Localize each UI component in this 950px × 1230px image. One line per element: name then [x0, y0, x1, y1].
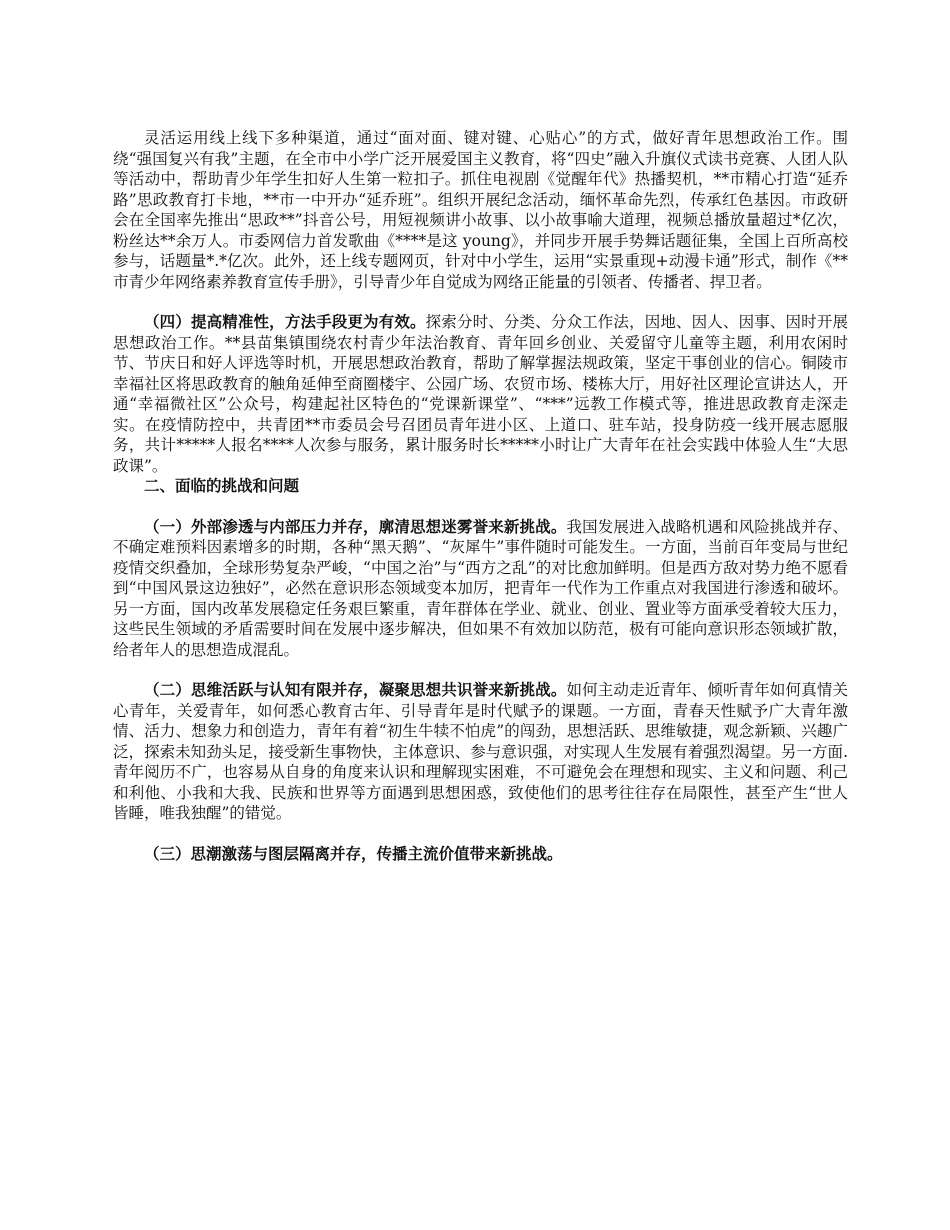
paragraph-lead-ideological-trends: （三）思潮激荡与图层隔离并存，传播主流价值带来新挑战。: [144, 843, 563, 863]
paragraph-online-offline: 灵活运用线上线下多种渠道，通过“面对面、键对键、心贴心”的方式，做好青年思想政治工作。围绕“强国复兴有我”主题，在全市中小学广泛开展爱国主义教育，将“四史”融入升旗仪式读书竞赛、人团人队等活动中，帮助青少年学生扣好人生第一粒扣子。抓住电视剧《觉醒年代》热播契机，**市精心打造“延乔路”思政教育打卡地，**市一中开办“延乔班”。组织开展纪念活动，缅怀革命先烈，传承红色基因。市政研会在全国率先推出“思政**”抖音公号，用短视频讲小故事、以小故事喻大道理，视频总播放量超过*亿次，粉丝达**余万人。市委网信力首发歌曲《****是这 young》，并同步开展手势舞话题征集，全国上百所高校参与，话题量*.*亿次。此外，还上线专题网页，针对中小学生，运用“实景重现+动漫卡通”形式，制作《**市青少年网络素养教育宣传手册》，引导青少年自觉成为网络正能量的引领者、传播者、捍卫者。: [113, 129, 848, 291]
document-page: [113, 128, 848, 864]
paragraph-lead-active-thinking: （二）思维活跃与认知有限并存，凝聚思想共识誉来新挑战。: [144, 680, 567, 699]
paragraph-active-thinking: [113, 680, 848, 824]
paragraph-body-precision: 探索分时、分类、分众工作法，因地、因人、因事、因时开展思想政治工作。**县苗集镇围绕农村青少年法治教育、青年回乡创业、关爱留守儿童等主题，利用农闲时节、节庆日和好人评选等时机，开展思想政治教育，帮助了解掌握法规政策，坚定干事创业的信心。铜陵市幸福社区将思政教育的触角延伸至商圈楼宇、公园广场、农贸市场、楼栋大厅，用好社区理论宣讲达人，开通“幸福微社区”公众号，构建起社区特色的“党课新课堂”、“***”远教工作模式等，推进思政教育走深走实。在疫情防控中，共青团**市委员会号召团员青年进小区、上道口、驻车站，投身防疫一线开展志愿服务，共计*****人报名****人次参与服务，累计服务时长*****小时让广大青年在社会实践中体验人生“大思政课”。: [113, 313, 848, 475]
paragraph-lead-external-infiltration: （一）外部渗透与内部压力并存，廓清思想迷雾誉来新挑战。: [144, 516, 567, 536]
paragraph-precision: [113, 312, 848, 476]
paragraph-body-active-thinking: 如何主动走近青年、倾听青年如何真情关心青年，关爱青年，如何悉心教育古年、引导青年是时代赋予的课题。一方面，青春天性赋予广大青年激情、活力、想象力和创造力，青年有着“初生牛犊不怕虎”的闯劲，思想活跃、思维敏捷，观念新颖、兴趣广泛，探索未知劲头足，接受新生事物快，主体意识、参与意识强，对实现人生发展有着强烈渴望。另一方面.青年阅历不广，也容易从自身的角度来认识和理解现实困难，不可避免会在理想和现实、主义和问题、利己和利他、小我和大我、民族和世界等方面遇到思想困惑，致使他们的思考往往存在局限性，甚至产生“世人皆睡，唯我独醒”的错觉。: [113, 681, 848, 822]
paragraph-ideological-trends: [113, 844, 848, 865]
paragraph-lead-precision: （四）提高精准性，方法手段更为有效。: [144, 312, 426, 331]
paragraph-external-infiltration: [113, 517, 848, 661]
paragraph-body-external-infiltration: 我国发展进入战略机遇和风险挑战并存、不确定难预料因素增多的时期，各种“黑天鹅”、“灰犀牛”事件随时可能发生。一方面，当前百年变局与世纪疫情交织叠加，全球形势复杂严峻，“中国之治”与“西方之乱”的对比愈加鲜明。但是西方敌对势力绝不愿看到“中国风景这边独好”，必然在意识形态领域变本加厉，把青年一代作为工作重点对我国进行渗透和破坏。另一方面，国内改革发展稳定任务艰巨繁重，青年群体在学业、就业、创业、置业等方面承受着较大压力，这些民生领域的矛盾需要时间在发展中逐步解决，但如果不有效加以防范，极有可能向意识形态领域扩散，给者年人的思想造成混乱。: [113, 517, 848, 659]
section-heading-challenges: 二、面临的挑战和问题: [144, 476, 300, 495]
